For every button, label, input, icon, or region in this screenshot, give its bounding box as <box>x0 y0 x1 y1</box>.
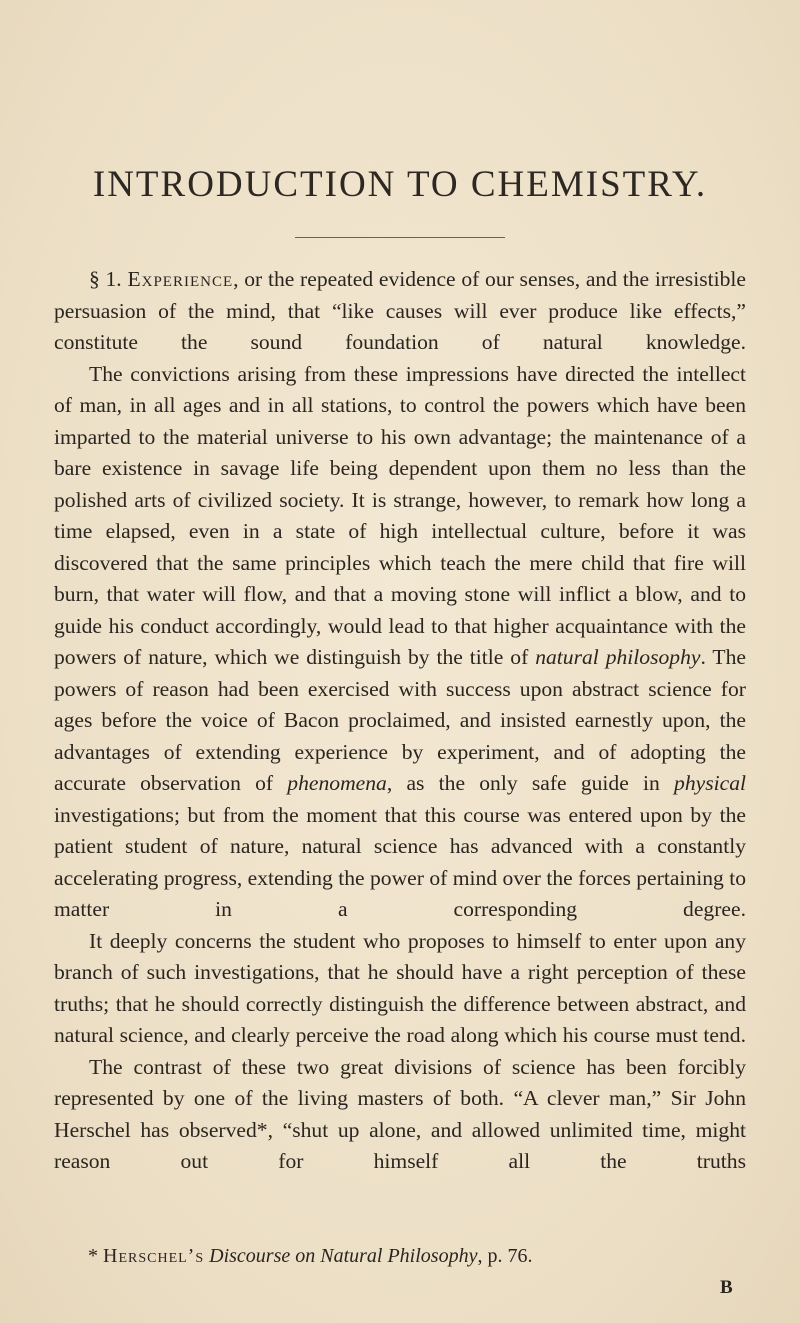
signature-mark: B <box>720 1277 733 1298</box>
paragraph-2 <box>54 359 746 926</box>
italic-natural-philosophy: natural philosophy <box>535 645 701 669</box>
paragraph-1-text: , or the repeated evidence of our senses, and the irresistible persuasion of the mind, that “like causes will ever produce like effects,” constitute the sound foundation of natural knowledge. <box>54 267 746 354</box>
paragraph-2-text-b: . The powers of reason had been exercised with success upon abstract science for ages before the voice of Bacon proclaimed, and insisted earnestly upon, the advantages of extending experience by experiment, and of adopting the accurate observation of <box>54 645 746 795</box>
section-number: § 1. <box>89 267 122 291</box>
italic-phenomena: phenomena <box>287 771 387 795</box>
footnote <box>88 1245 532 1268</box>
italic-physical: physical <box>674 771 747 795</box>
paragraph-2-text-a: The convictions arising from these impressions have directed the intellect of man, in all ages and in all stations, to control the powers which have been imparted to the material universe to his own advantage; the maintenance of a bare existence in savage life being dependent upon them no less than the polished arts of civilized society. It is strange, however, to remark how long a time elapsed, even in a state of high intellectual culture, before it was discovered that the same principles which teach the mere child that fire will burn, that water will flow, and that a moving stone will inflict a blow, and to guide his conduct accordingly, would lead to that higher acquaintance with the powers of nature, which we distinguish by the title of <box>54 361 746 669</box>
title-rule <box>295 237 505 238</box>
body-text <box>54 264 746 1178</box>
lead-word: Experience <box>127 267 234 291</box>
paragraph-4-text: The contrast of these two great divisions of science has been forcibly represented by one of the living masters of both. “A clever man,” Sir John Herschel has observed*, “shut up alone, and allowed unlimited time, might reason out for himself all the truths <box>54 1054 746 1173</box>
footnote-marker: * <box>88 1245 103 1267</box>
footnote-title: Discourse on Natural Philosophy <box>209 1245 478 1267</box>
page-title: INTRODUCTION TO CHEMISTRY. <box>92 164 708 205</box>
paragraph-3 <box>54 926 746 1052</box>
paragraph-3-text: It deeply concerns the student who proposes to himself to enter upon any branch of such investigations, that he should have a right perception of these truths; that he should correctly distinguish the difference between abstract, and natural science, and clearly perceive the road along which his course must tend. <box>54 928 746 1047</box>
paragraph-1 <box>54 264 746 359</box>
footnote-author: Herschel’s <box>103 1245 205 1267</box>
footnote-page: , p. 76. <box>477 1245 533 1267</box>
paragraph-2-text-c: , as the only safe guide in <box>386 771 675 795</box>
paragraph-2-text-d: investigations; but from the moment that this course was entered upon by the patient student of nature, natural science has advanced with a constantly accelerating progress, extending the power of mind over the forces pertaining to matter in a corresponding degree. <box>54 802 746 921</box>
paragraph-4 <box>54 1052 746 1178</box>
